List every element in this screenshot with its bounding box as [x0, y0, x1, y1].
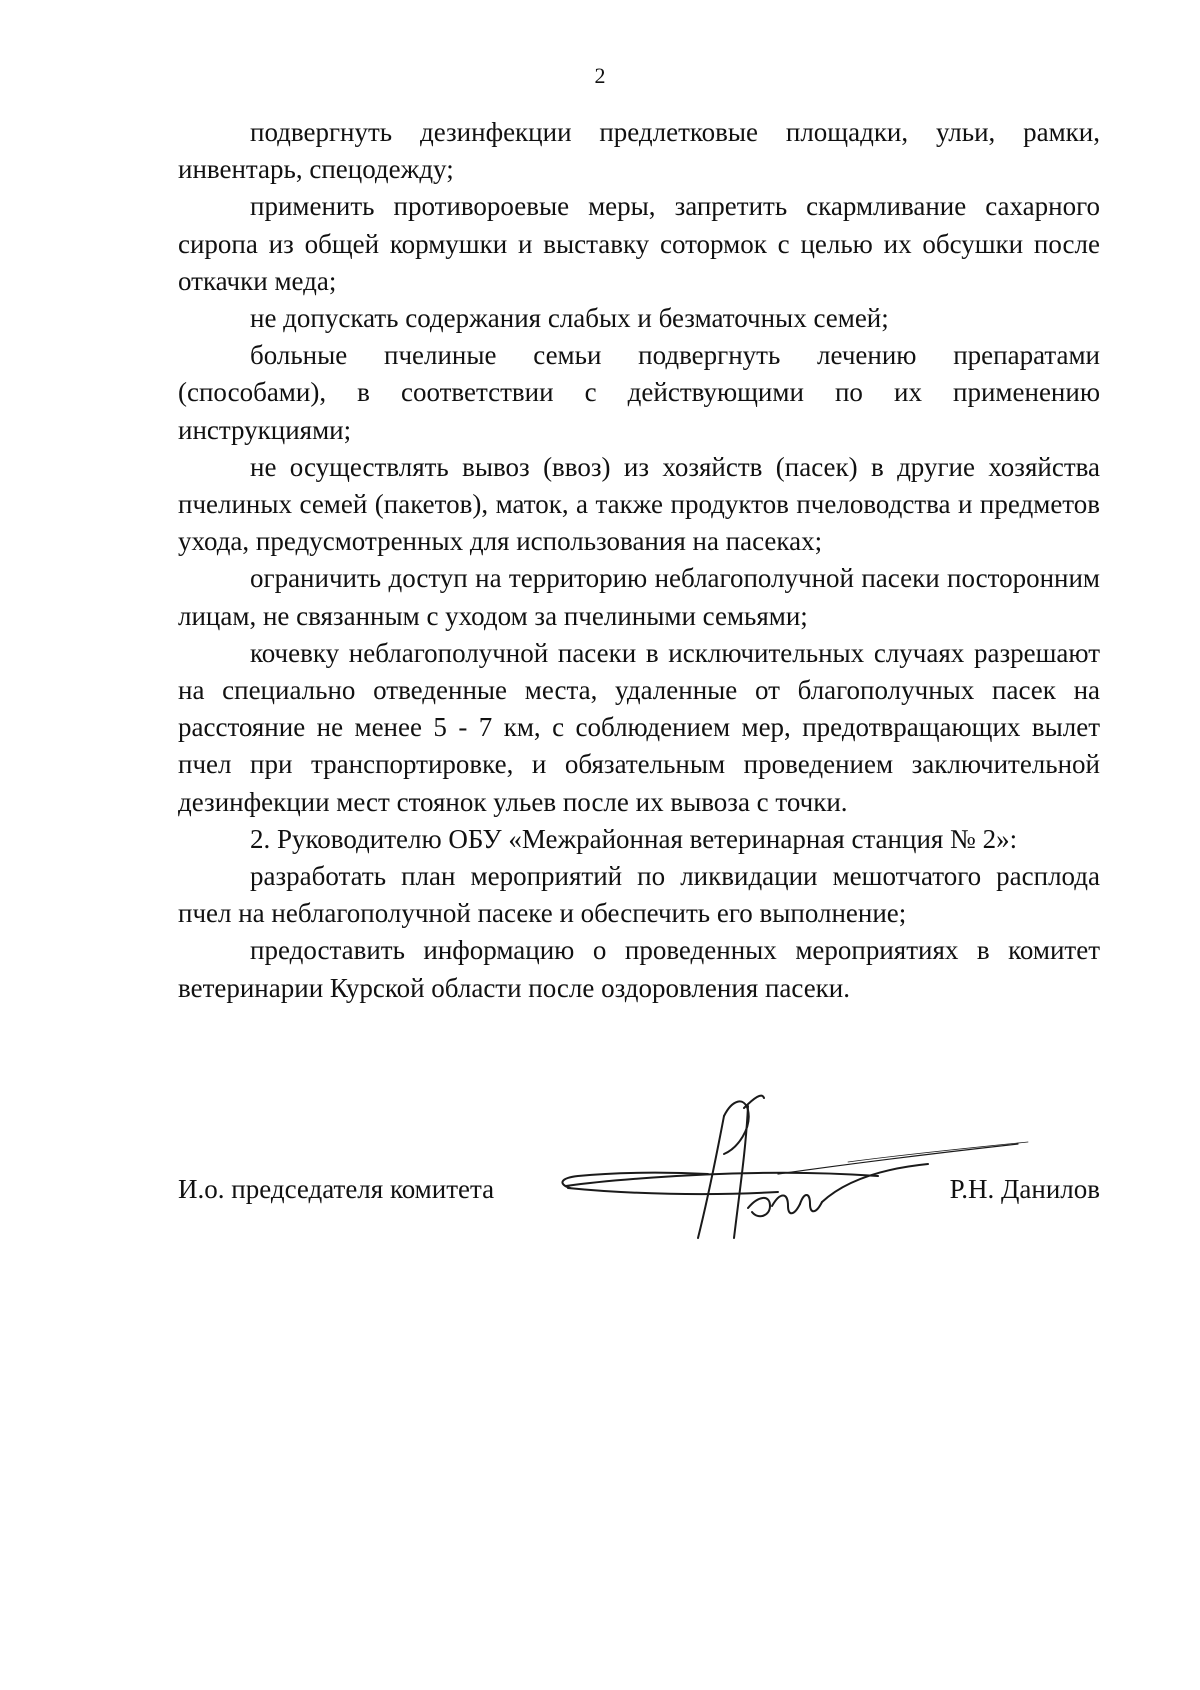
paragraph-anti-swarm: применить противороевые меры, запретить скармливание сахарного сиропа из общей кормушки и выставку сотормок с целью их обсушки после откачки меда; — [178, 191, 1100, 296]
signatory-name: Р.Н. Данилов — [949, 1174, 1100, 1204]
handwritten-signature-icon — [548, 1088, 1068, 1248]
paragraph-weak-colonies: не допускать содержания слабых и безматочных семей; — [250, 303, 889, 334]
signatory-position: И.о. председателя комитета — [178, 1174, 495, 1204]
signature-block — [178, 1148, 1100, 1238]
paragraph-report: предоставить информацию о проведенных мероприятиях в комитет ветеринарии Курской области после оздоровления пасеки. — [178, 935, 1100, 1003]
paragraph-treatment: больные пчелиные семьи подвергнуть лечению препаратами (способами), в соответствии с действующими по их применению инструкциями; — [178, 340, 1100, 445]
paragraph-disinfection: подвергнуть дезинфекции предлетковые площадки, ульи, рамки, инвентарь, спецодежду; — [178, 117, 1100, 185]
paragraph-transport-ban: не осуществлять вывоз (ввоз) из хозяйств (пасек) в другие хозяйства пчелиных семей (пакетов), маток, а также продуктов пчеловодства и предметов ухода, предусмотренных для использования на пасеках; — [178, 451, 1100, 557]
paragraph-action-plan: разработать план мероприятий по ликвидации мешотчатого расплода пчел на неблагополучной пасеке и обеспечить его выполнение; — [178, 861, 1100, 929]
paragraph-nomadic: кочевку неблагополучной пасеки в исключительных случаях разрешают на специально отведенные места, удаленные от благополучных пасек на расстояние не менее 5 - 7 км, с соблюдением мер, предотвращающих вылет пчел при транспортировке, и обязательным проведением заключительной дезинфекции мест стоянок ульев после их вывоза с точки. — [178, 637, 1100, 817]
paragraph-restrict-access: ограничить доступ на территорию неблагополучной пасеки посторонним лицам, не связанным с уходом за пчелиными семьями; — [178, 563, 1100, 631]
document-body — [178, 114, 1100, 1007]
page-number: 2 — [594, 63, 606, 88]
paragraph-station-heading: 2. Руководителю ОБУ «Межрайонная ветеринарная станция № 2»: — [250, 823, 1018, 854]
